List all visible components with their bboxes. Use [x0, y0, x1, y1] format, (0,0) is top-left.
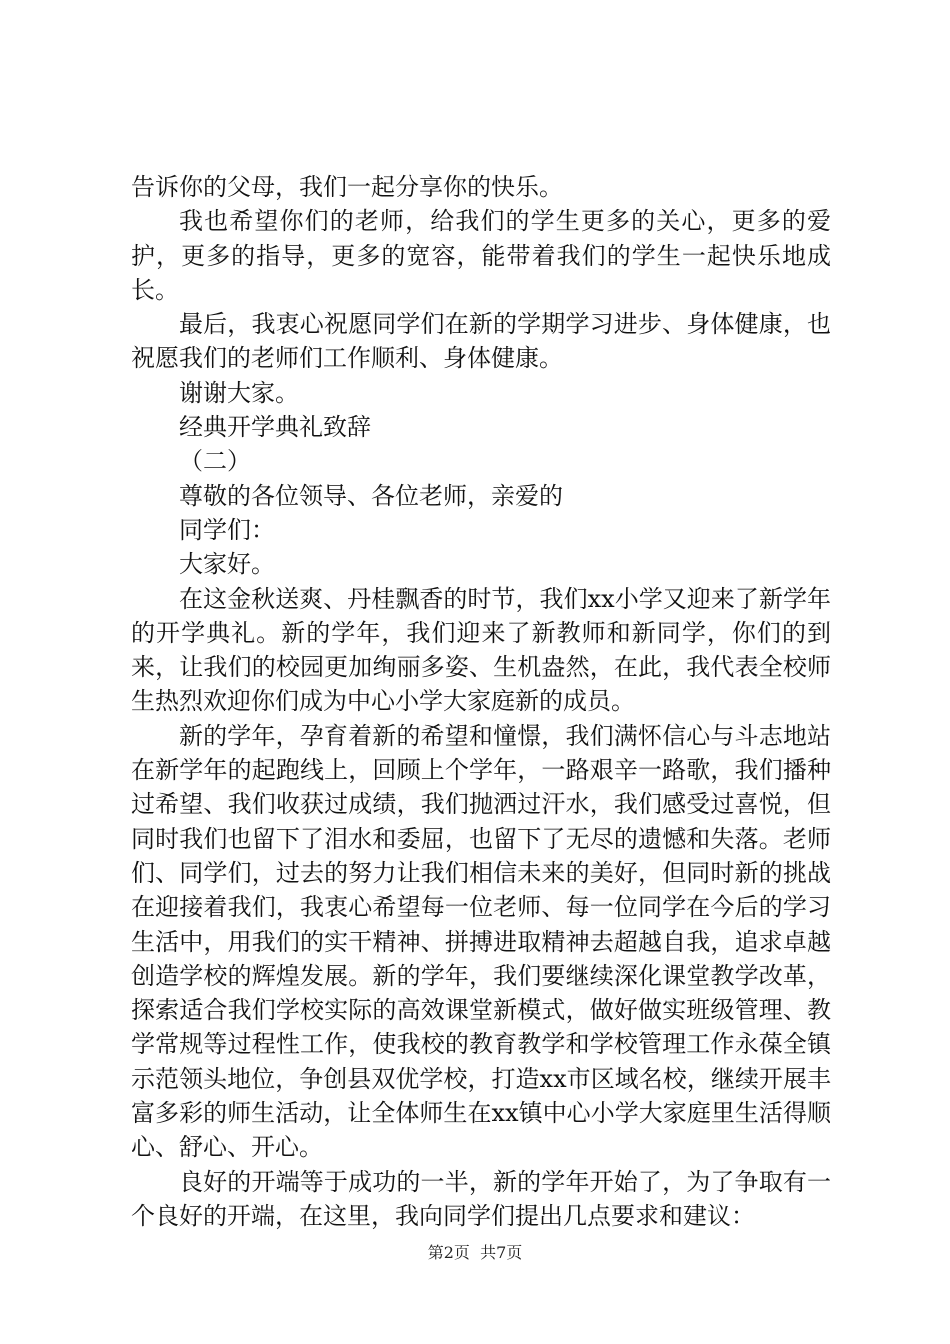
section-number: （二） — [179, 447, 251, 476]
paragraph: 我也希望你们的老师，给我们的学生更多的关心，更多的爱护，更多的指导，更多的宽容，能带着我们的学生一起快乐地成长。 — [131, 207, 831, 304]
paragraph: 告诉你的父母，我们一起分享你的快乐。 — [131, 173, 563, 201]
document-body — [131, 170, 831, 1233]
paragraph: 良好的开端等于成功的一半，新的学年开始了，为了争取有一个良好的开端，在这里，我向同学们提出几点要求和建议： — [131, 1167, 831, 1230]
salutation: 尊敬的各位领导、各位老师，亲爱的 — [179, 481, 563, 510]
paragraph: 新的学年，孕育着新的希望和憧憬，我们满怀信心与斗志地站在新学年的起跑线上，回顾上个学年，一路艰辛一路歌，我们播种过希望、我们收获过成绩，我们抛洒过汗水，我们感受过喜悦，但同时我们也留下了泪水和委屈，也留下了无尽的遗憾和失落。老师们、同学们，过去的努力让我们相信未来的美好，但同时新的挑战在迎接着我们，我衷心希望每一位老师、每一位同学在今后的学习生活中，用我们的实干精神、拼搏进取精神去超越自我，追求卓越创造学校的辉煌发展。新的学年，我们要继续深化课堂教学改革，探索适合我们学校实际的高效课堂新模式，做好做实班级管理、教学常规等过程性工作，使我校的教育教学和学校管理工作永葆全镇示范领头地位，争创县双优学校，打造xx市区域名校，继续开展丰富多彩的师生活动，让全体师生在xx镇中心小学大家庭里生活得顺心、舒心、开心。 — [131, 721, 831, 1162]
paragraph: 谢谢大家。 — [179, 378, 299, 407]
section-title: 经典开学典礼致辞 — [179, 413, 371, 442]
paragraph: 在这金秋送爽、丹桂飘香的时节，我们xx小学又迎来了新学年的开学典礼。新的学年，我们迎来了新教师和新同学，你们的到来，让我们的校园更加绚丽多姿、生机盎然，在此，我代表全校师生热烈欢迎你们成为中心小学大家庭新的成员。 — [131, 584, 831, 716]
paragraph: 最后，我衷心祝愿同学们在新的学期学习进步、身体健康，也祝愿我们的老师们工作顺利、身体健康。 — [131, 310, 831, 373]
greeting: 大家好。 — [179, 550, 275, 579]
page-number-footer: 第2页 共7页 — [427, 1243, 523, 1262]
salutation: 同学们： — [179, 515, 275, 544]
